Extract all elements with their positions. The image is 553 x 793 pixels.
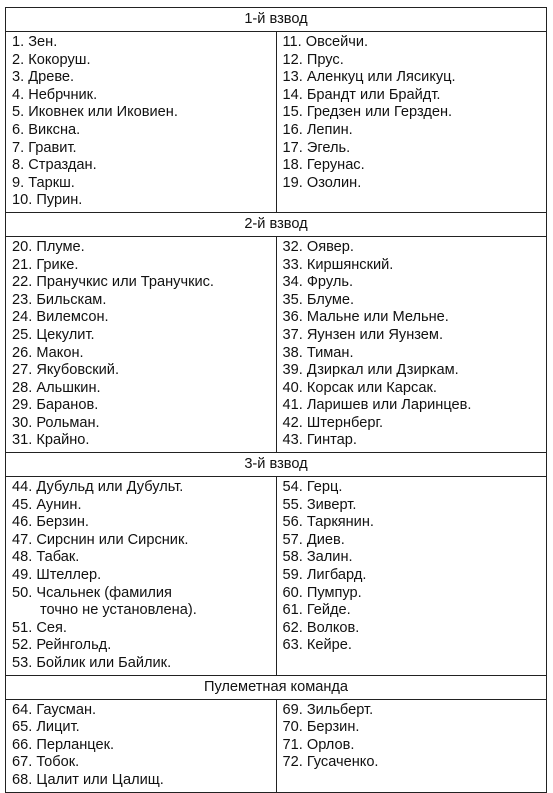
roster-entry: 65. Лицит.: [12, 719, 80, 736]
roster-entry: 50. Чсальнек (фамилия: [12, 584, 172, 601]
section-title: 3-й взвод: [6, 453, 547, 477]
roster-entry: 41. Ларишев или Ларинцев.: [282, 397, 472, 414]
section-header-row: [6, 8, 547, 32]
roster-table: [5, 7, 547, 793]
roster-entry: 3. Древе.: [12, 69, 75, 86]
roster-entry: 11. Овсейчи.: [282, 34, 369, 50]
roster-entry: 63. Кейре.: [282, 637, 352, 654]
roster-column-right: [276, 477, 547, 676]
roster-column-left: [6, 32, 277, 213]
section-body-row: [6, 477, 547, 676]
roster-entry: точно не установлена).: [40, 602, 197, 619]
roster-entry: 6. Виксна.: [12, 121, 81, 138]
roster-entry: 44. Дубульд или Дубульт.: [12, 479, 184, 496]
roster-entry: 4. Небрчник.: [12, 86, 98, 103]
roster-entry: 22. Пранучкис или Транучкис.: [12, 274, 214, 291]
roster-entry: 2. Кокоруш.: [12, 51, 91, 68]
roster-entry: 26. Макон.: [12, 344, 84, 361]
roster-column-left: [6, 477, 277, 676]
roster-entry: 40. Корсак или Карсак.: [282, 379, 437, 396]
roster-entry: 29. Баранов.: [12, 397, 99, 414]
roster-entry: 34. Фруль.: [282, 274, 354, 291]
roster-entry: 12. Прус.: [282, 51, 344, 68]
roster-entry: 61. Гейде.: [282, 602, 351, 619]
roster-entry: 43. Гинтар.: [282, 432, 357, 449]
roster-entry: 19. Озолин.: [282, 174, 362, 191]
roster-entry: 58. Залин.: [282, 549, 353, 566]
roster-entry: 71. Орлов.: [282, 736, 355, 753]
roster-entry: 33. Киршянский.: [282, 256, 394, 273]
roster-column-right: [276, 699, 547, 792]
roster-entry: 38. Тиман.: [282, 344, 354, 361]
roster-entry: 66. Перланцек.: [12, 736, 115, 753]
roster-entry: 24. Вилемсон.: [12, 309, 109, 326]
roster-entry: 67. Тобок.: [12, 754, 80, 771]
roster-entry: 52. Рейнгольд.: [12, 637, 112, 654]
roster-entry: 68. Цалит или Цалищ.: [12, 771, 164, 788]
roster-entry: 36. Мальне или Мельне.: [282, 309, 449, 326]
roster-column-right: [276, 236, 547, 452]
roster-entry: 21. Грике.: [12, 256, 79, 273]
roster-entry: 20. Плуме.: [12, 238, 85, 255]
roster-entry: 16. Лепин.: [282, 121, 353, 138]
section-body-row: [6, 236, 547, 452]
roster-entry: 62. Волков.: [282, 619, 360, 636]
roster-entry: 72. Гусаченко.: [282, 754, 379, 771]
roster-entry: 46. Берзин.: [12, 514, 89, 531]
roster-entry: 31. Крайно.: [12, 432, 90, 449]
section-body-row: [6, 699, 547, 792]
roster-column-left: [6, 236, 277, 452]
roster-entry: 60. Пумпур.: [282, 584, 362, 601]
roster-entry: 59. Лигбард.: [282, 567, 367, 584]
roster-entry: 23. Бильскам.: [12, 291, 107, 308]
roster-entry: 1. Зен.: [12, 34, 58, 50]
roster-entry: 15. Гредзен или Герзден.: [282, 104, 453, 121]
roster-column-right: [276, 32, 547, 213]
roster-entry: 51. Сея.: [12, 619, 67, 636]
roster-entry: 7. Гравит.: [12, 139, 77, 156]
roster-entry: 47. Сирснин или Сирсник.: [12, 531, 189, 548]
roster-entry: 30. Рольман.: [12, 414, 100, 431]
roster-entry: 55. Зиверт.: [282, 496, 357, 513]
roster-entry: 64. Гаусман.: [12, 701, 97, 718]
roster-entry: 35. Блуме.: [282, 291, 355, 308]
roster-entry: 56. Таркянин.: [282, 514, 374, 531]
roster-entry: 25. Цекулит.: [12, 326, 95, 343]
roster-entry: 17. Эгель.: [282, 139, 351, 156]
roster-entry: 42. Штернберг.: [282, 414, 384, 431]
section-body-row: [6, 32, 547, 213]
roster-entry: 39. Дзиркал или Дзиркам.: [282, 362, 459, 379]
section-header-row: [6, 212, 547, 236]
roster-entry: 18. Герунас.: [282, 157, 365, 174]
section-title: 2-й взвод: [6, 212, 547, 236]
section-header-row: [6, 453, 547, 477]
section-title: 1-й взвод: [6, 8, 547, 32]
roster-entry: 57. Диев.: [282, 531, 345, 548]
roster-entry: 14. Брандт или Брайдт.: [282, 86, 441, 103]
roster-body: [6, 8, 547, 793]
roster-entry: 48. Табак.: [12, 549, 80, 566]
roster-entry: 28. Альшкин.: [12, 379, 101, 396]
roster-entry: 8. Страздан.: [12, 157, 97, 174]
roster-entry: 53. Бойлик или Байлик.: [12, 655, 172, 671]
roster-entry: 27. Якубовский.: [12, 362, 119, 379]
roster-entry: 9. Таркш.: [12, 174, 75, 191]
roster-entry: 45. Аунин.: [12, 496, 82, 513]
roster-entry: 54. Герц.: [282, 479, 343, 496]
section-header-row: [6, 675, 547, 699]
section-title: Пулеметная команда: [6, 675, 547, 699]
roster-entry: 5. Иковнек или Иковиен.: [12, 104, 178, 121]
roster-entry: 49. Штеллер.: [12, 567, 102, 584]
roster-entry: 37. Яунзен или Яунзем.: [282, 326, 443, 343]
roster-entry: 70. Берзин.: [282, 719, 360, 736]
roster-column-left: [6, 699, 277, 792]
roster-entry: 10. Пурин.: [12, 192, 83, 209]
roster-entry: 13. Аленкуц или Лясикуц.: [282, 69, 456, 86]
roster-entry: 69. Зильберт.: [282, 701, 374, 718]
roster-entry: 32. Оявер.: [282, 238, 354, 255]
